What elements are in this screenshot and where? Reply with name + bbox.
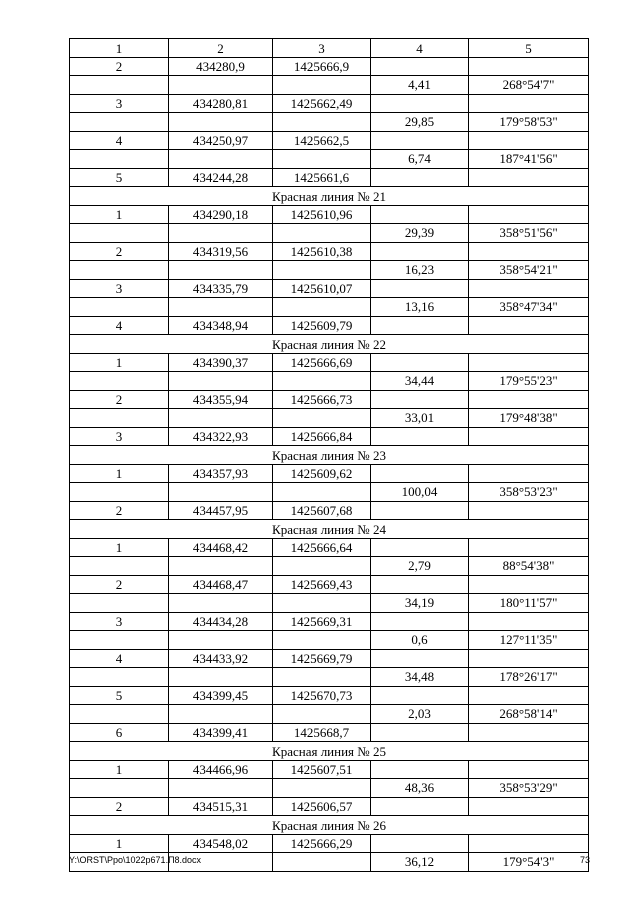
x-coordinate-cell: 434468,42 xyxy=(169,538,273,557)
distance-cell: 4,41 xyxy=(371,76,469,95)
column-number-cell: 4 xyxy=(371,39,469,58)
empty-cell xyxy=(273,372,371,391)
segment-row xyxy=(70,631,589,650)
point-row xyxy=(70,390,589,409)
empty-cell xyxy=(70,557,169,576)
point-number-cell: 5 xyxy=(70,686,169,705)
point-row xyxy=(70,834,589,853)
y-coordinate-cell: 1425606,57 xyxy=(273,797,371,816)
point-row xyxy=(70,723,589,742)
y-coordinate-cell: 1425609,62 xyxy=(273,464,371,483)
empty-cell xyxy=(273,705,371,724)
distance-cell: 36,12 xyxy=(371,853,469,872)
x-coordinate-cell: 434515,31 xyxy=(169,797,273,816)
column-number-cell: 2 xyxy=(169,39,273,58)
x-coordinate-cell: 434399,45 xyxy=(169,686,273,705)
point-number-cell: 5 xyxy=(70,168,169,187)
empty-cell xyxy=(469,575,589,594)
direction-angle-cell: 358°54'21" xyxy=(469,261,589,280)
empty-cell xyxy=(70,779,169,798)
x-coordinate-cell: 434399,41 xyxy=(169,723,273,742)
distance-cell: 48,36 xyxy=(371,779,469,798)
point-number-cell: 4 xyxy=(70,649,169,668)
empty-cell xyxy=(371,501,469,520)
empty-cell xyxy=(169,76,273,95)
y-coordinate-cell: 1425668,7 xyxy=(273,723,371,742)
empty-cell xyxy=(371,390,469,409)
section-title-row xyxy=(70,446,589,465)
empty-cell xyxy=(169,150,273,169)
empty-cell xyxy=(273,224,371,243)
point-number-cell: 1 xyxy=(70,538,169,557)
empty-cell xyxy=(70,261,169,280)
empty-cell xyxy=(70,668,169,687)
empty-cell xyxy=(371,686,469,705)
empty-cell xyxy=(169,631,273,650)
empty-cell xyxy=(273,76,371,95)
x-coordinate-cell: 434355,94 xyxy=(169,390,273,409)
empty-cell xyxy=(169,372,273,391)
empty-cell xyxy=(469,723,589,742)
point-number-cell: 2 xyxy=(70,242,169,261)
empty-cell xyxy=(273,261,371,280)
y-coordinate-cell: 1425669,31 xyxy=(273,612,371,631)
point-row xyxy=(70,168,589,187)
distance-cell: 2,03 xyxy=(371,705,469,724)
empty-cell xyxy=(169,261,273,280)
x-coordinate-cell: 434250,97 xyxy=(169,131,273,150)
empty-cell xyxy=(371,353,469,372)
empty-cell xyxy=(469,464,589,483)
y-coordinate-cell: 1425607,68 xyxy=(273,501,371,520)
distance-cell: 29,85 xyxy=(371,113,469,132)
empty-cell xyxy=(169,557,273,576)
empty-cell xyxy=(371,94,469,113)
x-coordinate-cell: 434280,81 xyxy=(169,94,273,113)
empty-cell xyxy=(371,168,469,187)
empty-cell xyxy=(469,501,589,520)
empty-cell xyxy=(469,834,589,853)
empty-cell xyxy=(273,557,371,576)
segment-row xyxy=(70,483,589,502)
distance-cell: 34,19 xyxy=(371,594,469,613)
empty-cell xyxy=(70,224,169,243)
direction-angle-cell: 180°11'57" xyxy=(469,594,589,613)
point-number-cell: 6 xyxy=(70,723,169,742)
footer-file-path: Y:\ORST\Ppo\1022p671.П8.docx xyxy=(69,855,202,865)
column-number-cell: 5 xyxy=(469,39,589,58)
empty-cell xyxy=(371,131,469,150)
point-row xyxy=(70,279,589,298)
segment-row xyxy=(70,705,589,724)
point-row xyxy=(70,57,589,76)
coordinates-table xyxy=(69,38,589,872)
empty-cell xyxy=(371,242,469,261)
empty-cell xyxy=(169,224,273,243)
y-coordinate-cell: 1425662,5 xyxy=(273,131,371,150)
y-coordinate-cell: 1425609,79 xyxy=(273,316,371,335)
empty-cell xyxy=(169,483,273,502)
distance-cell: 29,39 xyxy=(371,224,469,243)
distance-cell: 34,48 xyxy=(371,668,469,687)
point-number-cell: 1 xyxy=(70,834,169,853)
section-title-row xyxy=(70,742,589,761)
empty-cell xyxy=(169,409,273,428)
point-row xyxy=(70,464,589,483)
empty-cell xyxy=(371,427,469,446)
column-number-cell: 1 xyxy=(70,39,169,58)
x-coordinate-cell: 434335,79 xyxy=(169,279,273,298)
point-number-cell: 2 xyxy=(70,57,169,76)
y-coordinate-cell: 1425666,64 xyxy=(273,538,371,557)
empty-cell xyxy=(273,113,371,132)
segment-row xyxy=(70,261,589,280)
empty-cell xyxy=(371,205,469,224)
distance-cell: 6,74 xyxy=(371,150,469,169)
red-line-title: Красная линия № 26 xyxy=(70,816,589,835)
direction-angle-cell: 127°11'35" xyxy=(469,631,589,650)
empty-cell xyxy=(70,483,169,502)
empty-cell xyxy=(469,94,589,113)
x-coordinate-cell: 434319,56 xyxy=(169,242,273,261)
red-line-title: Красная линия № 25 xyxy=(70,742,589,761)
direction-angle-cell: 179°58'53" xyxy=(469,113,589,132)
empty-cell xyxy=(273,594,371,613)
direction-angle-cell: 88°54'38" xyxy=(469,557,589,576)
point-number-cell: 2 xyxy=(70,575,169,594)
direction-angle-cell: 268°58'14" xyxy=(469,705,589,724)
point-row xyxy=(70,612,589,631)
x-coordinate-cell: 434322,93 xyxy=(169,427,273,446)
point-row xyxy=(70,575,589,594)
point-number-cell: 1 xyxy=(70,205,169,224)
y-coordinate-cell: 1425607,51 xyxy=(273,760,371,779)
segment-row xyxy=(70,298,589,317)
x-coordinate-cell: 434280,9 xyxy=(169,57,273,76)
x-coordinate-cell: 434466,96 xyxy=(169,760,273,779)
y-coordinate-cell: 1425669,43 xyxy=(273,575,371,594)
point-number-cell: 4 xyxy=(70,131,169,150)
y-coordinate-cell: 1425666,9 xyxy=(273,57,371,76)
section-title-row xyxy=(70,187,589,206)
empty-cell xyxy=(371,649,469,668)
empty-cell xyxy=(469,57,589,76)
empty-cell xyxy=(371,279,469,298)
empty-cell xyxy=(469,686,589,705)
x-coordinate-cell: 434244,28 xyxy=(169,168,273,187)
point-number-cell: 1 xyxy=(70,353,169,372)
point-number-cell: 3 xyxy=(70,94,169,113)
distance-cell: 34,44 xyxy=(371,372,469,391)
empty-cell xyxy=(371,760,469,779)
point-row xyxy=(70,427,589,446)
empty-cell xyxy=(70,631,169,650)
y-coordinate-cell: 1425666,73 xyxy=(273,390,371,409)
segment-row xyxy=(70,779,589,798)
empty-cell xyxy=(169,113,273,132)
point-number-cell: 3 xyxy=(70,279,169,298)
distance-cell: 16,23 xyxy=(371,261,469,280)
empty-cell xyxy=(273,483,371,502)
distance-cell: 2,79 xyxy=(371,557,469,576)
section-title-row xyxy=(70,816,589,835)
segment-row xyxy=(70,150,589,169)
empty-cell xyxy=(273,631,371,650)
empty-cell xyxy=(273,779,371,798)
empty-cell xyxy=(70,409,169,428)
distance-cell: 33,01 xyxy=(371,409,469,428)
segment-row xyxy=(70,372,589,391)
empty-cell xyxy=(469,205,589,224)
segment-row xyxy=(70,76,589,95)
empty-cell xyxy=(371,464,469,483)
empty-cell xyxy=(169,705,273,724)
empty-cell xyxy=(469,538,589,557)
point-row xyxy=(70,501,589,520)
empty-cell xyxy=(70,594,169,613)
empty-cell xyxy=(273,150,371,169)
point-row xyxy=(70,538,589,557)
point-row xyxy=(70,760,589,779)
empty-cell xyxy=(273,853,371,872)
distance-cell: 100,04 xyxy=(371,483,469,502)
red-line-title: Красная линия № 23 xyxy=(70,446,589,465)
point-row xyxy=(70,94,589,113)
segment-row xyxy=(70,668,589,687)
point-number-cell: 2 xyxy=(70,797,169,816)
empty-cell xyxy=(469,353,589,372)
point-number-cell: 1 xyxy=(70,464,169,483)
direction-angle-cell: 358°51'56" xyxy=(469,224,589,243)
empty-cell xyxy=(371,834,469,853)
empty-cell xyxy=(169,668,273,687)
empty-cell xyxy=(469,316,589,335)
column-number-cell: 3 xyxy=(273,39,371,58)
empty-cell xyxy=(273,409,371,428)
point-number-cell: 3 xyxy=(70,612,169,631)
segment-row xyxy=(70,557,589,576)
empty-cell xyxy=(371,575,469,594)
distance-cell: 13,16 xyxy=(371,298,469,317)
segment-row xyxy=(70,224,589,243)
x-coordinate-cell: 434357,93 xyxy=(169,464,273,483)
point-row xyxy=(70,353,589,372)
empty-cell xyxy=(371,57,469,76)
x-coordinate-cell: 434457,95 xyxy=(169,501,273,520)
point-number-cell: 3 xyxy=(70,427,169,446)
table-header-row xyxy=(70,39,589,58)
segment-row xyxy=(70,409,589,428)
empty-cell xyxy=(469,279,589,298)
direction-angle-cell: 178°26'17" xyxy=(469,668,589,687)
direction-angle-cell: 358°53'23" xyxy=(469,483,589,502)
empty-cell xyxy=(273,668,371,687)
empty-cell xyxy=(469,242,589,261)
empty-cell xyxy=(70,372,169,391)
direction-angle-cell: 268°54'7" xyxy=(469,76,589,95)
point-number-cell: 2 xyxy=(70,390,169,409)
empty-cell xyxy=(273,298,371,317)
point-row xyxy=(70,649,589,668)
direction-angle-cell: 358°47'34" xyxy=(469,298,589,317)
y-coordinate-cell: 1425610,96 xyxy=(273,205,371,224)
empty-cell xyxy=(469,168,589,187)
direction-angle-cell: 187°41'56" xyxy=(469,150,589,169)
point-row xyxy=(70,797,589,816)
point-number-cell: 1 xyxy=(70,760,169,779)
segment-row xyxy=(70,594,589,613)
point-row xyxy=(70,242,589,261)
red-line-title: Красная линия № 24 xyxy=(70,520,589,539)
empty-cell xyxy=(371,538,469,557)
direction-angle-cell: 179°55'23" xyxy=(469,372,589,391)
y-coordinate-cell: 1425666,69 xyxy=(273,353,371,372)
empty-cell xyxy=(70,76,169,95)
direction-angle-cell: 358°53'29" xyxy=(469,779,589,798)
direction-angle-cell: 179°48'38" xyxy=(469,409,589,428)
empty-cell xyxy=(70,150,169,169)
empty-cell xyxy=(469,612,589,631)
empty-cell xyxy=(469,427,589,446)
section-title-row xyxy=(70,520,589,539)
y-coordinate-cell: 1425669,79 xyxy=(273,649,371,668)
y-coordinate-cell: 1425610,07 xyxy=(273,279,371,298)
x-coordinate-cell: 434468,47 xyxy=(169,575,273,594)
empty-cell xyxy=(70,298,169,317)
empty-cell xyxy=(469,760,589,779)
red-line-title: Красная линия № 22 xyxy=(70,335,589,354)
direction-angle-cell: 179°54'3" xyxy=(469,853,589,872)
point-number-cell: 2 xyxy=(70,501,169,520)
point-row xyxy=(70,205,589,224)
point-number-cell: 4 xyxy=(70,316,169,335)
empty-cell xyxy=(371,797,469,816)
y-coordinate-cell: 1425661,6 xyxy=(273,168,371,187)
footer-page-number: 73 xyxy=(579,855,590,865)
empty-cell xyxy=(469,131,589,150)
point-row xyxy=(70,686,589,705)
section-title-row xyxy=(70,335,589,354)
y-coordinate-cell: 1425670,73 xyxy=(273,686,371,705)
empty-cell xyxy=(469,390,589,409)
x-coordinate-cell: 434548,02 xyxy=(169,834,273,853)
point-row xyxy=(70,316,589,335)
x-coordinate-cell: 434390,37 xyxy=(169,353,273,372)
x-coordinate-cell: 434434,28 xyxy=(169,612,273,631)
empty-cell xyxy=(469,797,589,816)
red-line-title: Красная линия № 21 xyxy=(70,187,589,206)
empty-cell xyxy=(371,316,469,335)
y-coordinate-cell: 1425662,49 xyxy=(273,94,371,113)
point-row xyxy=(70,131,589,150)
empty-cell xyxy=(169,779,273,798)
empty-cell xyxy=(70,705,169,724)
y-coordinate-cell: 1425666,84 xyxy=(273,427,371,446)
empty-cell xyxy=(169,298,273,317)
segment-row xyxy=(70,113,589,132)
empty-cell xyxy=(371,723,469,742)
empty-cell xyxy=(169,594,273,613)
empty-cell xyxy=(469,649,589,668)
x-coordinate-cell: 434290,18 xyxy=(169,205,273,224)
empty-cell xyxy=(70,113,169,132)
empty-cell xyxy=(371,612,469,631)
x-coordinate-cell: 434433,92 xyxy=(169,649,273,668)
y-coordinate-cell: 1425610,38 xyxy=(273,242,371,261)
y-coordinate-cell: 1425666,29 xyxy=(273,834,371,853)
x-coordinate-cell: 434348,94 xyxy=(169,316,273,335)
distance-cell: 0,6 xyxy=(371,631,469,650)
